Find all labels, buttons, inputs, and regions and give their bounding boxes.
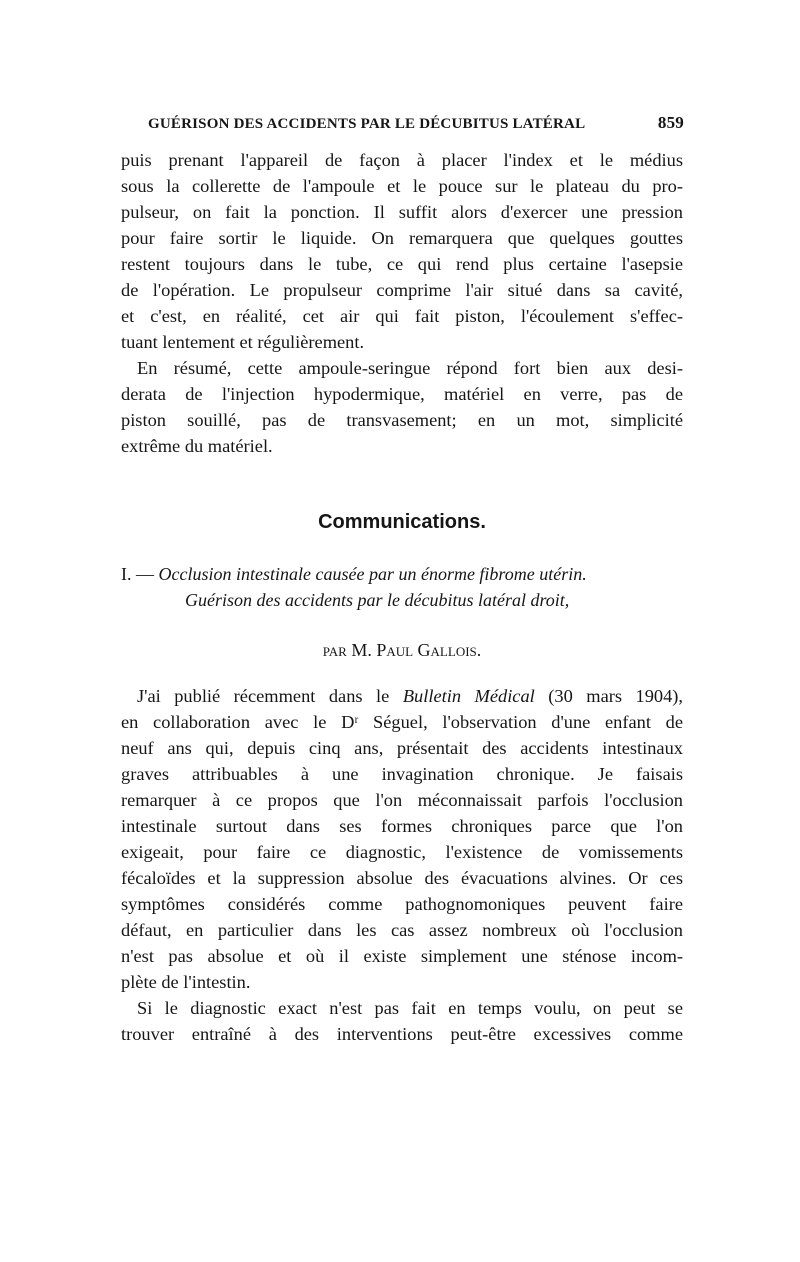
running-header (148, 113, 684, 133)
text-line: extrême du matériel. (121, 436, 273, 456)
journal-title: Bulletin Médical (402, 686, 535, 706)
text-line: trouver entraîné à des interventions peut-être excessives comme (121, 1024, 683, 1044)
text-line: pour faire sortir le liquide. On remarquera que quelques gouttes (121, 228, 683, 248)
article-number: I. — (121, 564, 154, 584)
text-line: défaut, en particulier dans les cas assez nombreux où l'occlusion (121, 920, 683, 940)
paragraph-ampoule-description (121, 147, 683, 355)
paragraph-diagnosis (121, 995, 683, 1047)
text-line: symptômes considérés comme pathognomoniques peuvent faire (121, 894, 683, 914)
text-line: pulseur, on fait la ponction. Il suffit alors d'exercer une pression (121, 202, 683, 222)
text-line: plète de l'intestin. (121, 972, 251, 992)
text-line: derata de l'injection hypodermique, matériel en verre, pas de (121, 384, 683, 404)
text-line: et c'est, en réalité, cet air qui fait piston, l'écoulement s'effec- (121, 306, 683, 326)
paragraph-observation (121, 683, 683, 995)
text-line: Si le diagnostic exact n'est pas fait en temps voulu, on peut se (137, 998, 683, 1018)
text-line: fécaloïdes et la suppression absolue des évacuations alvines. Or ces (121, 868, 683, 888)
text-line: En résumé, cette ampoule-seringue répond fort bien aux desi- (137, 358, 683, 378)
text-line: piston souillé, pas de transvasement; en un mot, simplicité (121, 410, 683, 430)
page-number: 859 (657, 113, 684, 132)
section-heading: Communications. (318, 511, 486, 533)
text-line: de l'opération. Le propulseur comprime l'air situé dans sa cavité, (121, 280, 683, 300)
article-title-line1: Occlusion intestinale causée par un énorme fibrome utérin. (158, 564, 587, 584)
text-line: neuf ans qui, depuis cinq ans, présentait des accidents intestinaux (121, 738, 683, 758)
paragraph-summary (121, 355, 683, 459)
article-author: par M. Paul Gallois. (322, 640, 482, 660)
text-line: sous la collerette de l'ampoule et le pouce sur le plateau du pro- (121, 176, 683, 196)
text-line: puis prenant l'appareil de façon à placer l'index et le médius (121, 150, 683, 170)
text-line: J'ai publié récemment dans le Bulletin Médical (30 mars 1904), (137, 686, 684, 706)
text-line: graves attribuables à une invagination chronique. Je faisais (121, 764, 683, 784)
text-line: restent toujours dans le tube, ce qui rend plus certaine l'asepsie (121, 254, 683, 274)
article-title (121, 564, 587, 585)
text-line: tuant lentement et régulièrement. (121, 332, 365, 352)
text-line: en collaboration avec le Dʳ Séguel, l'observation d'une enfant de (121, 712, 683, 732)
text-line: intestinale surtout dans ses formes chroniques parce que l'on (121, 816, 683, 836)
text-line: remarquer à ce propos que l'on méconnaissait parfois l'occlusion (121, 790, 683, 810)
text-line: exigeait, pour faire ce diagnostic, l'existence de vomissements (121, 842, 683, 862)
article-title-line2: Guérison des accidents par le décubitus latéral droit, (185, 590, 570, 610)
running-title: GUÉRISON DES ACCIDENTS PAR LE DÉCUBITUS LATÉRAL (148, 116, 586, 132)
text-line: n'est pas absolue et où il existe simplement une sténose incom- (121, 946, 683, 966)
